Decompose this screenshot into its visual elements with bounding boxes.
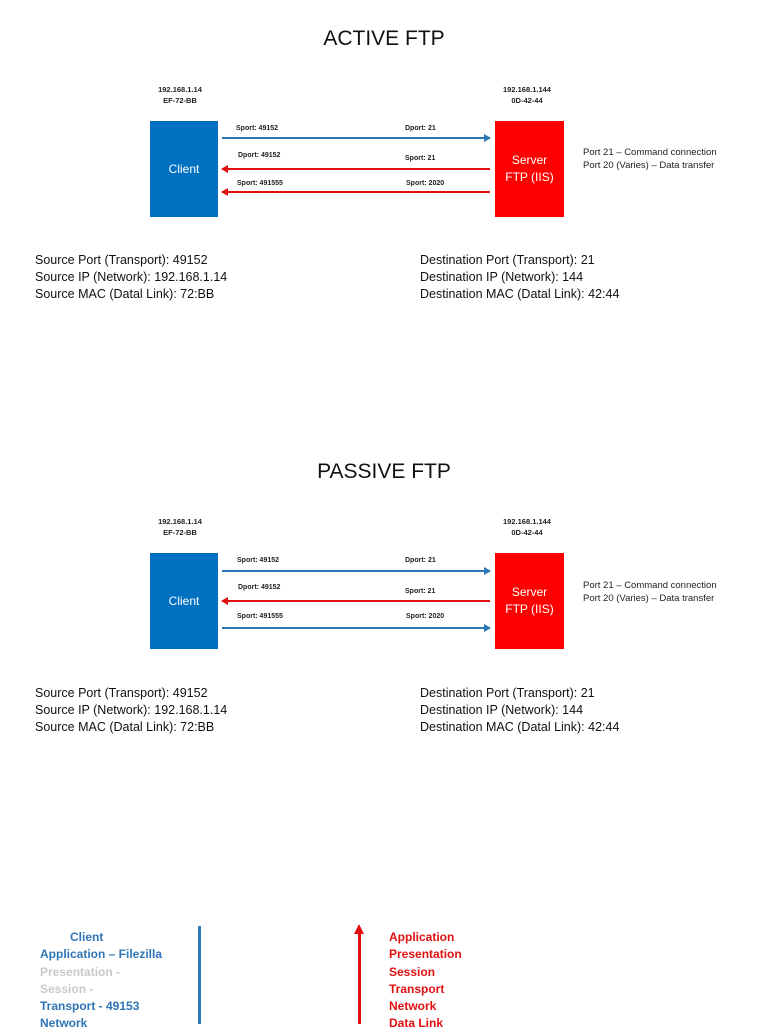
passive-server-box [495, 553, 564, 649]
arrow-label-right: Sport: 21 [405, 155, 436, 162]
client-label: Client [168, 161, 200, 176]
active-arrow-3 [222, 191, 490, 193]
source-mac: Source MAC (Datal Link): 72:BB [35, 720, 215, 734]
server-mac: 0D-42-44 [511, 96, 543, 105]
port-note: Port 21 – Command connection [583, 580, 717, 591]
source-ip: Source IP (Network): 192.168.1.14 [35, 703, 228, 717]
destination-ip: Destination IP (Network): 144 [420, 270, 584, 284]
source-port: Source Port (Transport): 49152 [35, 686, 208, 700]
arrow-label-right: Sport: 21 [405, 588, 436, 595]
client-stack-line [198, 926, 201, 1024]
client-label: Client [168, 593, 200, 608]
passive-destination-info [420, 685, 619, 736]
client-osi-stack [40, 929, 162, 1033]
osi-client-title: Client [70, 930, 104, 944]
osi-layer-application: Application [389, 930, 455, 944]
source-mac: Source MAC (Datal Link): 72:BB [35, 287, 215, 301]
osi-layer-transport: Transport - 49153 [40, 999, 140, 1014]
port-note: Port 20 (Varies) – Data transfer [583, 593, 715, 604]
destination-port: Destination Port (Transport): 21 [420, 686, 595, 700]
passive-server-address [487, 516, 567, 538]
arrow-label-left: Dport: 49152 [238, 584, 281, 591]
active-arrow-1 [222, 137, 490, 139]
server-stack-arrow [358, 932, 361, 1024]
osi-layer-session: Session [389, 964, 436, 979]
passive-source-info [35, 685, 227, 736]
arrow-up-icon [354, 924, 364, 934]
server-ip: 192.168.1.144 [503, 517, 551, 526]
passive-port-notes [583, 579, 717, 605]
active-ftp-title: ACTIVE FTP [323, 27, 445, 50]
osi-layer-transport: Transport [389, 981, 445, 996]
passive-arrow-2 [222, 600, 490, 602]
server-mac: 0D-42-44 [511, 528, 543, 537]
osi-layer-network: Network [389, 999, 437, 1014]
active-destination-info [420, 252, 619, 303]
port-note: Port 20 (Varies) – Data transfer [583, 160, 715, 171]
active-server-box [495, 121, 564, 217]
server-software-label: FTP (IIS) [505, 170, 554, 184]
arrow-label-right: Sport: 2020 [406, 180, 445, 187]
client-ip: 192.168.1.14 [158, 517, 202, 526]
osi-layer-network: Network [40, 1016, 88, 1031]
client-mac: EF-72-BB [163, 528, 197, 537]
active-server-address [487, 84, 567, 106]
destination-port: Destination Port (Transport): 21 [420, 253, 595, 267]
destination-ip: Destination IP (Network): 144 [420, 703, 584, 717]
osi-layer-session: Session - [40, 981, 94, 996]
active-arrow-2 [222, 168, 490, 170]
destination-mac: Destination MAC (Datal Link): 42:44 [420, 720, 620, 734]
destination-mac: Destination MAC (Datal Link): 42:44 [420, 287, 620, 301]
active-client-address [140, 84, 220, 106]
port-note: Port 21 – Command connection [583, 147, 717, 158]
passive-arrow-1 [222, 570, 490, 572]
osi-layer-presentation: Presentation [389, 947, 462, 962]
arrow-label-right: Dport: 21 [405, 557, 436, 564]
active-client-box [150, 121, 218, 217]
source-ip: Source IP (Network): 192.168.1.14 [35, 270, 228, 284]
passive-ftp-title: PASSIVE FTP [317, 460, 451, 483]
arrow-label-left: Dport: 49152 [238, 152, 281, 159]
passive-arrow-3 [222, 627, 490, 629]
osi-layer-data-link: Data Link [389, 1016, 444, 1031]
arrow-label-left: Sport: 49152 [237, 557, 280, 564]
active-port-notes [583, 146, 717, 172]
source-port: Source Port (Transport): 49152 [35, 253, 208, 267]
arrow-label-right: Dport: 21 [405, 125, 436, 132]
server-label: Server [511, 153, 548, 167]
arrow-label-left: Sport: 491555 [237, 180, 283, 187]
arrow-label-left: Sport: 491555 [237, 613, 283, 620]
osi-layer-application: Application – Filezilla [40, 947, 163, 962]
arrow-label-right: Sport: 2020 [406, 613, 445, 620]
server-ip: 192.168.1.144 [503, 85, 551, 94]
server-osi-stack [389, 929, 462, 1033]
server-label: Server [511, 585, 548, 599]
osi-layer-presentation: Presentation - [40, 964, 121, 979]
passive-client-box [150, 553, 218, 649]
passive-client-address [140, 516, 220, 538]
client-mac: EF-72-BB [163, 96, 197, 105]
client-ip: 192.168.1.14 [158, 85, 202, 94]
server-software-label: FTP (IIS) [505, 602, 554, 616]
active-source-info [35, 252, 227, 303]
arrow-label-left: Sport: 49152 [236, 125, 279, 132]
